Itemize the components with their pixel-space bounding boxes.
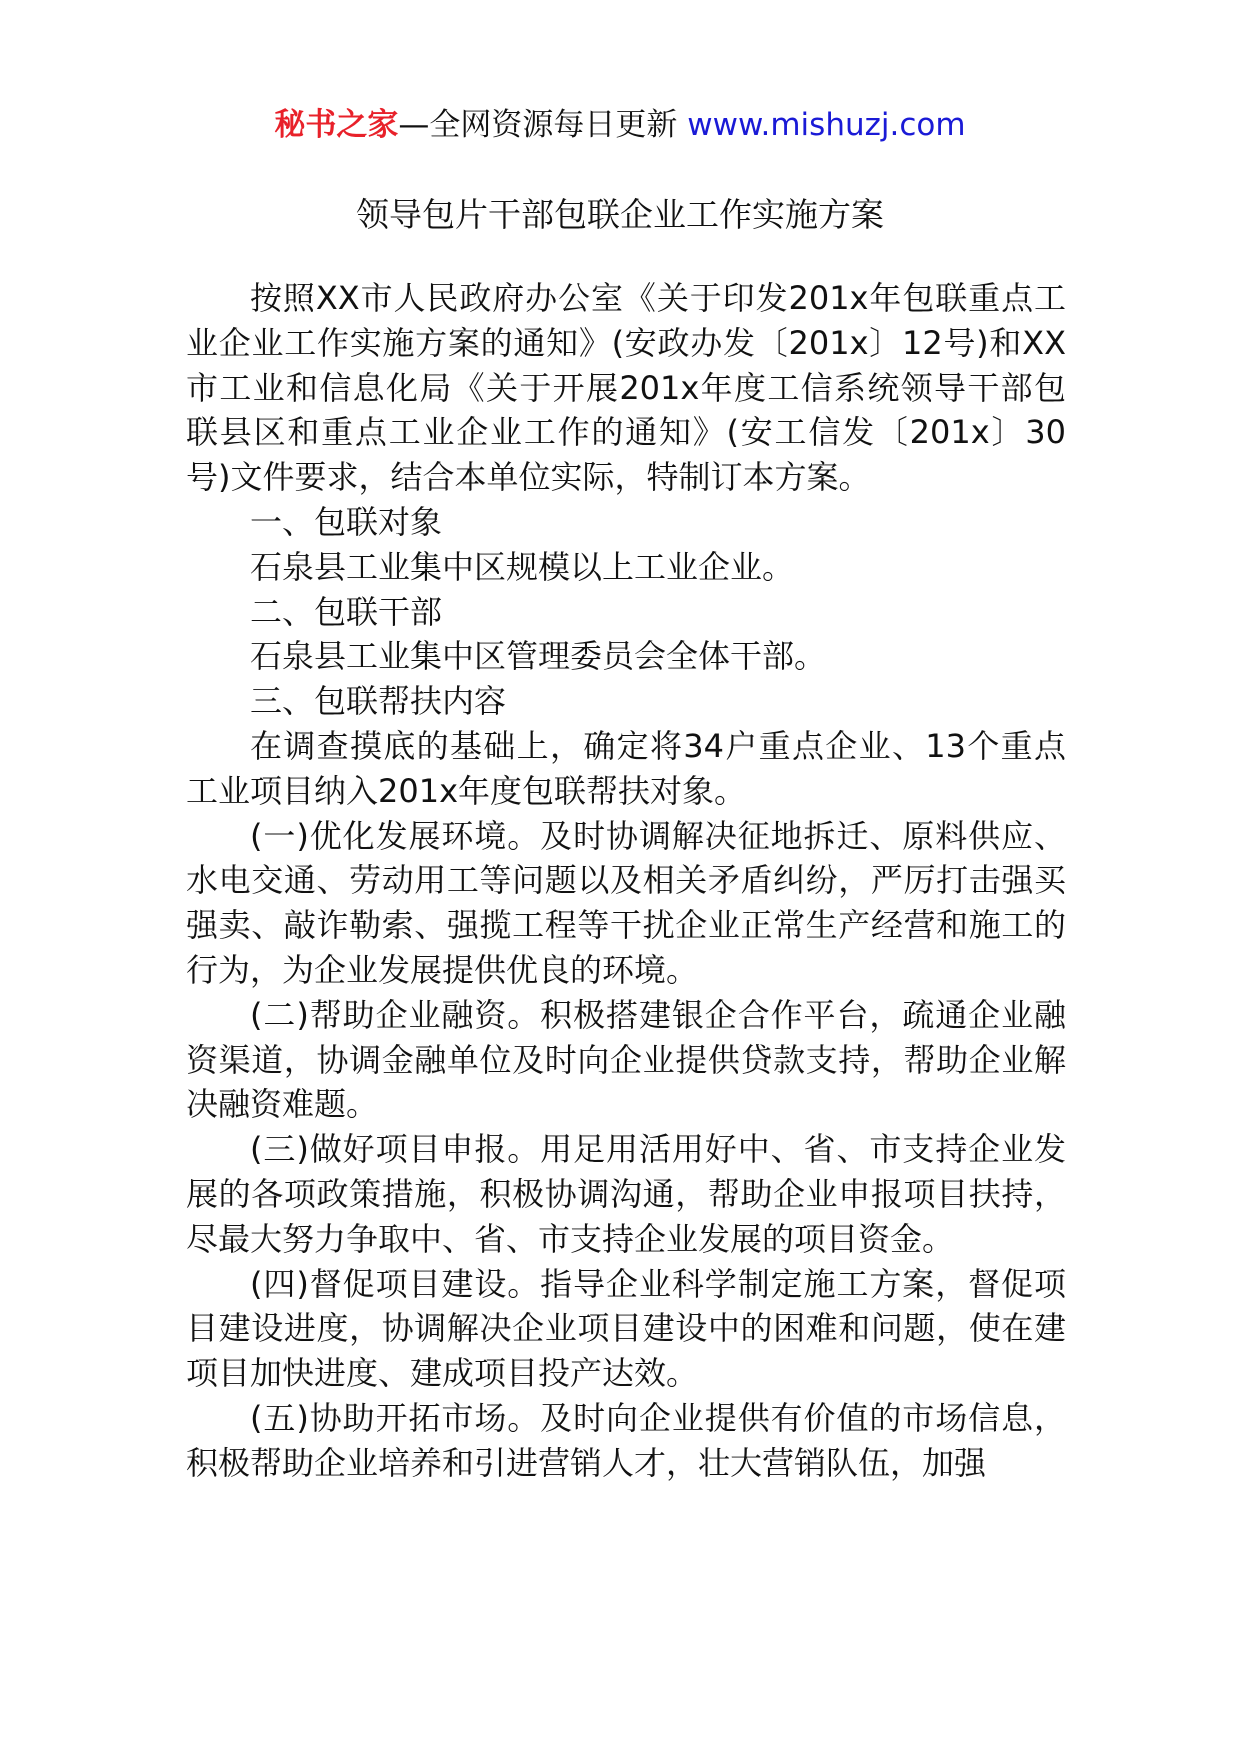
paragraph: (三)做好项目申报。用足用活用好中、省、市支持企业发展的各项政策措施，积极协调沟通，帮助企业申报项目扶持，尽最大努力争取中、省、市支持企业发展的项目资金。 — [186, 1130, 1066, 1258]
paragraph: 石泉县工业集中区管理委员会全体干部。 — [250, 637, 827, 676]
section-heading: 一、包联对象 — [250, 502, 443, 541]
intro-paragraph: 按照XX市人民政府办公室《关于印发201x年包联重点工业企业工作实施方案的通知》(安政办发〔201x〕12号)和XX市工业和信息化局《关于开展201x年度工信系统领导干部包联县区和重点工业企业工作的通知》(安工信发〔201x〕30号)文件要求，结合本单位实际，特制订本方案。 — [186, 279, 1066, 497]
site-header — [0, 98, 1240, 152]
section-heading: 三、包联帮扶内容 — [250, 682, 507, 721]
paragraph: (一)优化发展环境。及时协调解决征地拆迁、原料供应、水电交通、劳动用工等问题以及相关矛盾纠纷，严厉打击强买强卖、敲诈勒索、强揽工程等干扰企业正常生产经营和施工的行为，为企业发展提供优良的环境。 — [186, 816, 1066, 989]
slogan: —全网资源每日更新 — [398, 107, 688, 143]
paragraph: 在调查摸底的基础上，确定将34户重点企业、13个重点工业项目纳入201x年度包联帮扶对象。 — [186, 726, 1066, 810]
document-body — [186, 276, 1066, 1486]
document-title: 领导包片干部包联企业工作实施方案 — [356, 195, 884, 234]
paragraph: 石泉县工业集中区规模以上工业企业。 — [250, 547, 795, 586]
brand-name: 秘书之家 — [274, 107, 399, 143]
paragraph: (二)帮助企业融资。积极搭建银企合作平台，疏通企业融资渠道，协调金融单位及时向企业提供贷款支持，帮助企业解决融资难题。 — [186, 995, 1066, 1124]
section-heading: 二、包联干部 — [250, 592, 443, 631]
paragraph: (四)督促项目建设。指导企业科学制定施工方案，督促项目建设进度，协调解决企业项目建设中的困难和问题，使在建项目加快进度、建成项目投产达效。 — [186, 1264, 1066, 1393]
paragraph: (五)协助开拓市场。及时向企业提供有价值的市场信息，积极帮助企业培养和引进营销人才，壮大营销队伍，加强 — [186, 1398, 1066, 1482]
site-url-link[interactable]: www.mishuzj.com — [687, 107, 966, 143]
